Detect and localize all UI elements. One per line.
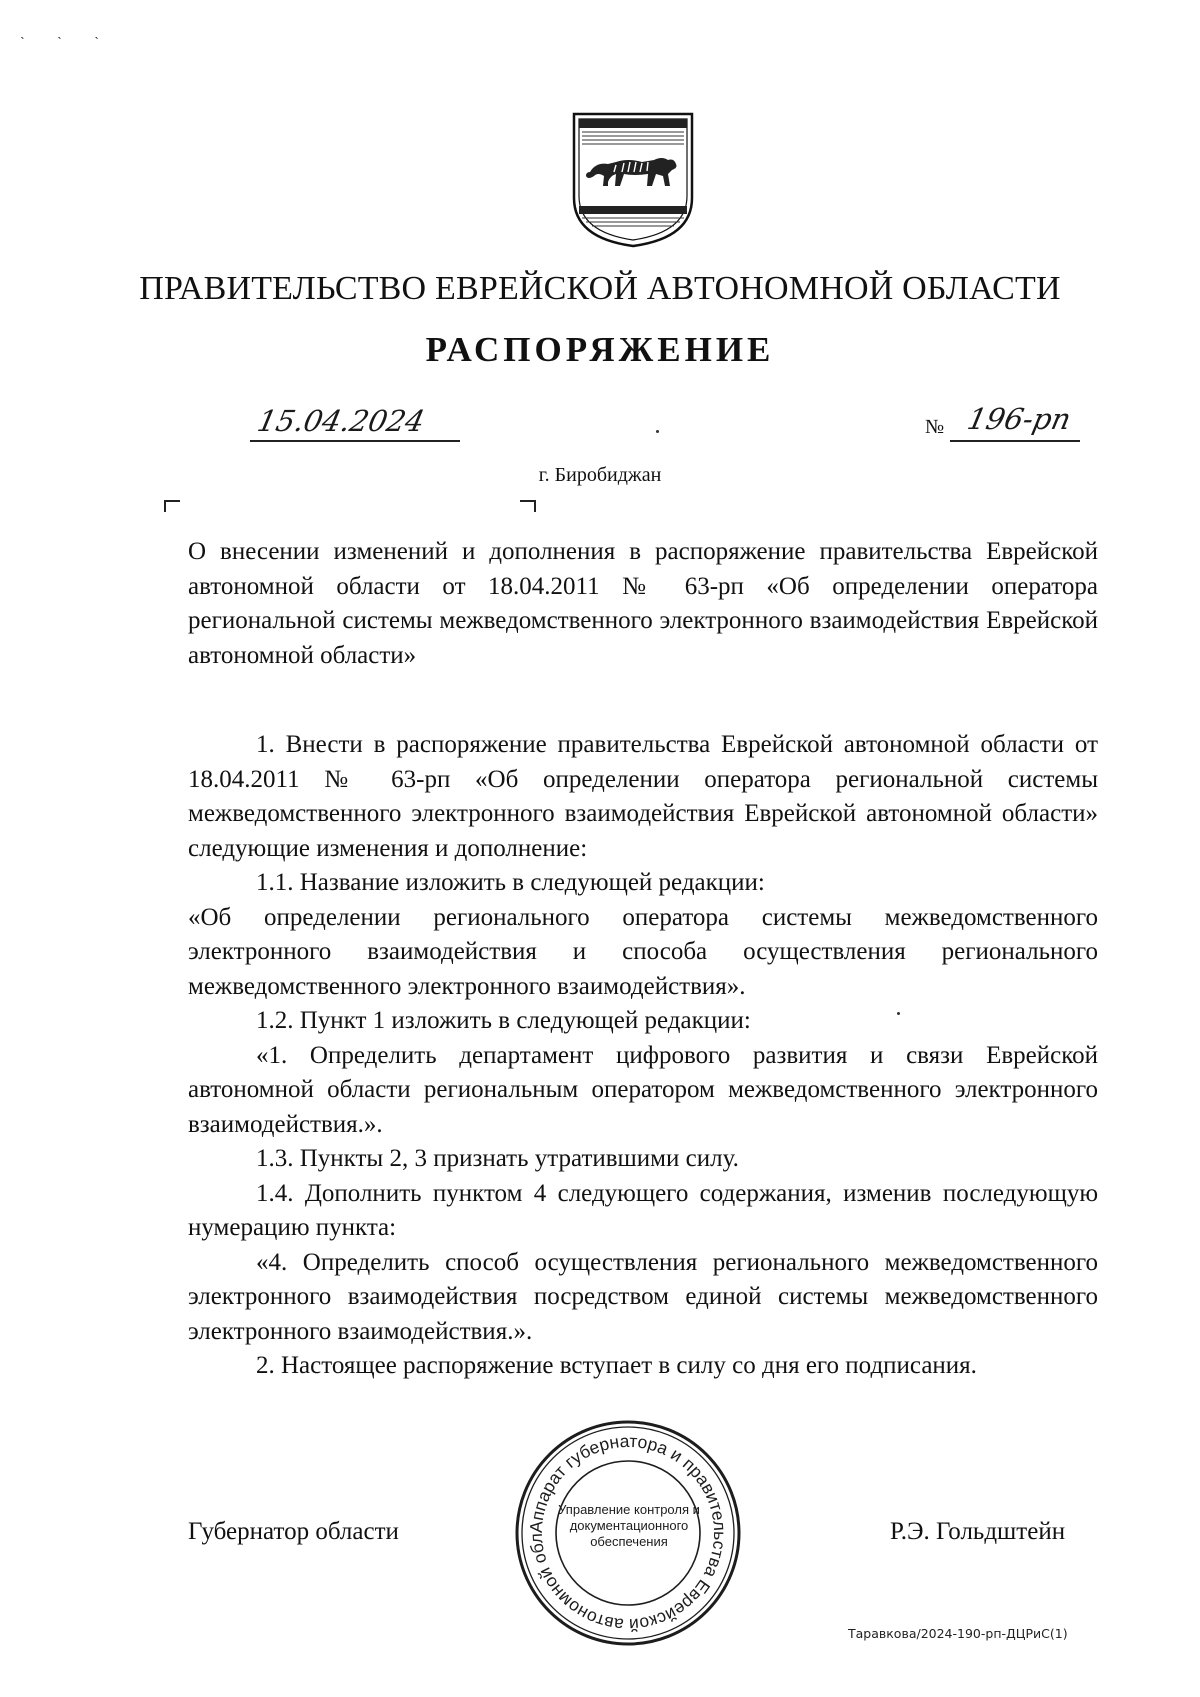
number-sign: № (925, 416, 945, 438)
seal-ring-text: Аппарат губернатора и правительства Еврейской автономной обл (525, 1430, 731, 1636)
government-name: ПРАВИТЕЛЬСТВО ЕВРЕЙСКОЙ АВТОНОМНОЙ ОБЛАСТИ (139, 270, 1061, 307)
subject-corner-left (164, 500, 180, 512)
paragraph-1-4: 1.4. Дополнить пунктом 4 следующего содержания, изменив последующую нумерацию пункта: (188, 1179, 1098, 1241)
date-underline (250, 440, 460, 442)
document-date: 15.04.2024 (254, 404, 428, 438)
seal-center-text: Управление контроля и документационного обеспечения (558, 1502, 700, 1549)
paragraph-2: 2. Настоящее распоряжение вступает в силу со дня его подписания. (256, 1352, 977, 1379)
coat-of-arms-icon (568, 110, 698, 250)
city: г. Биробиджан (538, 464, 662, 486)
number-underline (950, 440, 1080, 442)
paragraph-1-3: 1.3. Пункты 2, 3 признать утратившими силу. (256, 1145, 739, 1172)
scan-dot (656, 430, 659, 433)
document-subject: О внесении изменений и дополнения в распоряжение правительства Еврейской автономной области от 18.04.2011 № 63-рп «Об определении оператора региональной системы межведомственного электронного взаимодействия Еврейской автономной области» (188, 538, 1098, 669)
document-body (188, 728, 1098, 1384)
signatory-name: Р.Э. Гольдштейн (890, 1518, 1066, 1545)
scan-dot (897, 1012, 900, 1015)
paragraph-1-1: 1.1. Название изложить в следующей редакции: (256, 869, 765, 896)
paragraph-1-2-text: «1. Определить департамент цифрового развития и связи Еврейской автономной области региональным оператором межведомственного электронного взаимодействия.». (188, 1041, 1098, 1138)
document-type: РАСПОРЯЖЕНИЕ (425, 330, 775, 369)
paragraph-1-2: 1.2. Пункт 1 изложить в следующей редакции: (256, 1007, 751, 1034)
signatory-position: Губернатор области (188, 1518, 399, 1545)
paragraph-1-1-text: «Об определении регионального оператора системы межведомственного электронного взаимодействия и способа осуществления регионального межведомственного электронного взаимодействия». (188, 903, 1098, 1000)
scan-specks: ˴ ˴ ˴ (20, 29, 113, 45)
paragraph-1: 1. Внести в распоряжение правительства Еврейской автономной области от 18.04.2011 № 63-рп «Об определении оператора региональной системы межведомственного электронного взаимодействия Еврейской автономной области» следующие изменения и дополнение: (188, 731, 1098, 862)
footer-reference: Таравкова/2024-190-рп-ДЦРиС(1) (848, 1626, 1068, 1641)
document-number: 196-рп (964, 402, 1075, 436)
paragraph-1-4-text: «4. Определить способ осуществления регионального межведомственного электронного взаимодействия посредством единой системы межведомственного электронного взаимодействия.». (188, 1248, 1098, 1345)
official-seal-stamp (513, 1418, 743, 1648)
subject-corner-right (520, 500, 536, 512)
